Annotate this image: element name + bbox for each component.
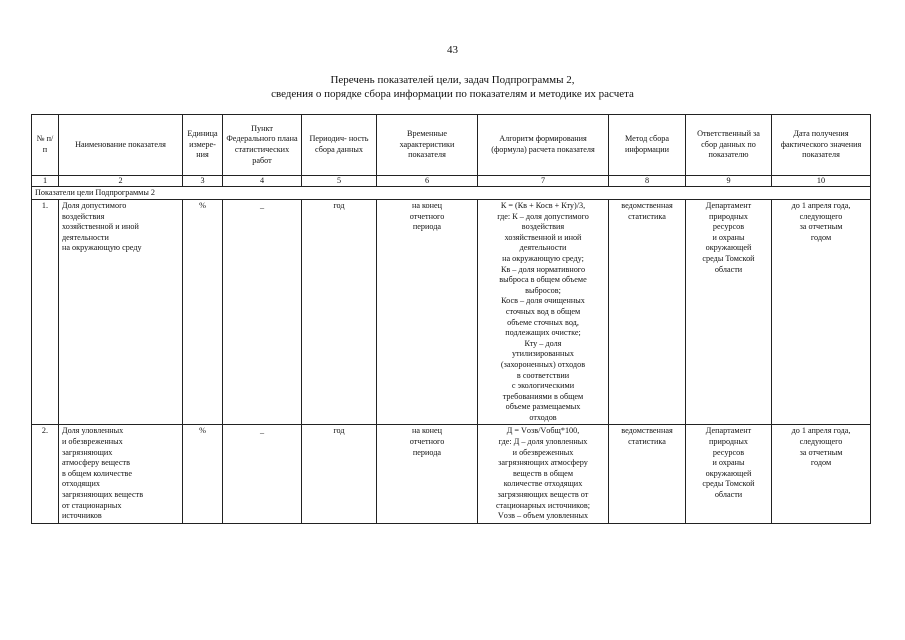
cell-line: статистика [628,437,666,447]
cell-line: области [714,264,743,274]
indicator-name [59,200,183,425]
cell-line: ведомственная [621,426,673,436]
cell-line: и обезвреженных [62,437,123,447]
table-row [32,425,871,523]
cell-line: деятельности [519,243,567,253]
cell-line: выброса в общем объеме [499,275,587,285]
column-number: 4 [223,176,302,187]
cell-line: статистика [628,211,666,221]
cell-line: требованиями в общем [502,391,584,401]
cell-line: периода [412,222,442,232]
date-received [772,425,871,523]
cell-line: Косв – доля очищенных [501,296,585,306]
header-row [32,115,871,176]
periodicity: год [302,425,377,523]
column-number: 7 [478,176,609,187]
indicators-table [31,114,871,524]
cell-line: ведомственная [621,201,673,210]
row-number: 2. [32,425,59,523]
cell-line: Vозв – объем уловленных [497,511,589,521]
header-cell-method: Метод сбора информации [609,115,686,176]
cell-line: ресурсов [712,222,745,232]
cell-line: Доля допустимого [62,201,127,210]
cell-line: Департамент [705,201,752,210]
unit: % [183,425,223,523]
cell-line: на окружающую среду [62,243,142,253]
plan-item: _ [223,425,302,523]
cell-line: на конец [411,201,443,210]
cell-line: объеме сточных вод, [507,317,579,327]
header-cell-plan-item: Пункт Федерального плана статистических работ [223,115,302,176]
header-cell-algorithm: Алгоритм формирования (формула) расчета показателя [478,115,609,176]
indicator-name [59,425,183,523]
column-number: 6 [377,176,478,187]
cell-line: окружающей [705,468,752,478]
cell-line: загрязняющих веществ [62,490,144,500]
cell-line: области [714,490,743,500]
collection-method [609,200,686,425]
cell-line: отходов [529,412,557,422]
collection-method [609,425,686,523]
cell-line: загрязняющих атмосферу [498,458,588,468]
algorithm [478,200,609,425]
table-row [32,200,871,425]
cell-line: хозяйственной и иной [504,232,582,242]
cell-line: воздействия [521,222,565,232]
title-line-1: Перечень показателей цели, задач Подпрограммы 2, [330,74,575,86]
cell-line: следующего [799,211,843,221]
cell-line: загрязняющих веществ от [497,490,589,500]
header-cell-date: Дата получения фактического значения показателя [772,115,871,176]
title-line-2: сведения о порядке сбора информации по показателям и методике их расчета [271,88,634,100]
header-cell-time: Временные характеристики показателя [377,115,478,176]
cell-line: природных [709,211,748,221]
section-title: Показатели цели Подпрограммы 2 [32,187,871,200]
cell-line: годом [810,458,832,468]
cell-line: окружающей [705,243,752,253]
cell-line: где: Д – доля уловленных [498,437,588,447]
cell-line: среды Томской [702,253,755,263]
cell-line: Д = Vозв/Vобщ*100, [506,426,580,436]
column-number: 10 [772,176,871,187]
cell-line: отчетного [409,211,445,221]
cell-line: Кв – доля нормативного [500,264,586,274]
column-number: 2 [59,176,183,187]
cell-line: природных [709,437,748,447]
cell-line: утилизированных [511,349,575,359]
cell-line: объеме размещаемых [505,402,581,412]
cell-line: следующего [799,437,843,447]
row-number: 1. [32,200,59,425]
cell-line: сточных вод в общем [505,306,581,316]
header-cell-num: № п/п [32,115,59,176]
cell-line: за отчетным [799,447,843,457]
cell-line: на конец [411,426,443,436]
cell-line: выбросов; [525,285,561,295]
cell-line: отчетного [409,437,445,447]
plan-item: _ [223,200,302,425]
header-cell-name: Наименование показателя [59,115,183,176]
column-numbers-row [32,176,871,187]
cell-line: до 1 апреля года, [791,426,851,436]
cell-line: К = (Кв + Косв + Кту)/3, [500,201,586,210]
cell-line: в общем количестве [62,468,132,478]
cell-line: Доля уловленных [62,426,124,436]
column-number: 5 [302,176,377,187]
cell-line: атмосферу веществ [62,458,130,468]
cell-line: хозяйственной и иной [62,222,139,232]
time-characteristics [377,425,478,523]
cell-line: до 1 апреля года, [791,201,851,210]
cell-line: где: К – доля допустимого [497,211,589,221]
cell-line: Департамент [705,426,752,436]
algorithm [478,425,609,523]
cell-line: с экологическими [511,381,575,391]
cell-line: в соответствии [516,370,570,380]
unit: % [183,200,223,425]
header-cell-responsible: Ответственный за сбор данных по показателю [686,115,772,176]
cell-line: годом [810,232,832,242]
cell-line: деятельности [62,232,109,242]
responsible [686,200,772,425]
date-received [772,200,871,425]
cell-line: источников [62,511,102,521]
cell-line: количестве отходящих [503,479,583,489]
cell-line: от стационарных [62,500,122,510]
header-cell-periodicity: Периодич- ность сбора данных [302,115,377,176]
document-title [0,73,905,101]
periodicity: год [302,200,377,425]
cell-line: отходящих [62,479,100,489]
column-number: 3 [183,176,223,187]
cell-line: стационарных источников; [496,500,590,510]
cell-line: веществ в общем [512,468,573,478]
cell-line: и обезвреженных [512,447,574,457]
cell-line: и охраны [712,232,745,242]
cell-line: Кту – доля [524,338,562,348]
cell-line: воздействия [62,211,105,221]
page-number: 43 [447,44,458,56]
cell-line: ресурсов [712,447,745,457]
time-characteristics [377,200,478,425]
cell-line: среды Томской [702,479,755,489]
column-number: 1 [32,176,59,187]
column-number: 8 [609,176,686,187]
cell-line: загрязняющих [62,447,113,457]
cell-line: подлежащих очистке; [505,328,581,338]
cell-line: (захороненных) отходов [500,359,586,369]
section-row [32,187,871,200]
column-number: 9 [686,176,772,187]
header-cell-unit: Единица измере- ния [183,115,223,176]
responsible [686,425,772,523]
cell-line: периода [412,447,442,457]
cell-line: за отчетным [799,222,843,232]
cell-line: и охраны [712,458,745,468]
cell-line: на окружающую среду; [502,253,584,263]
